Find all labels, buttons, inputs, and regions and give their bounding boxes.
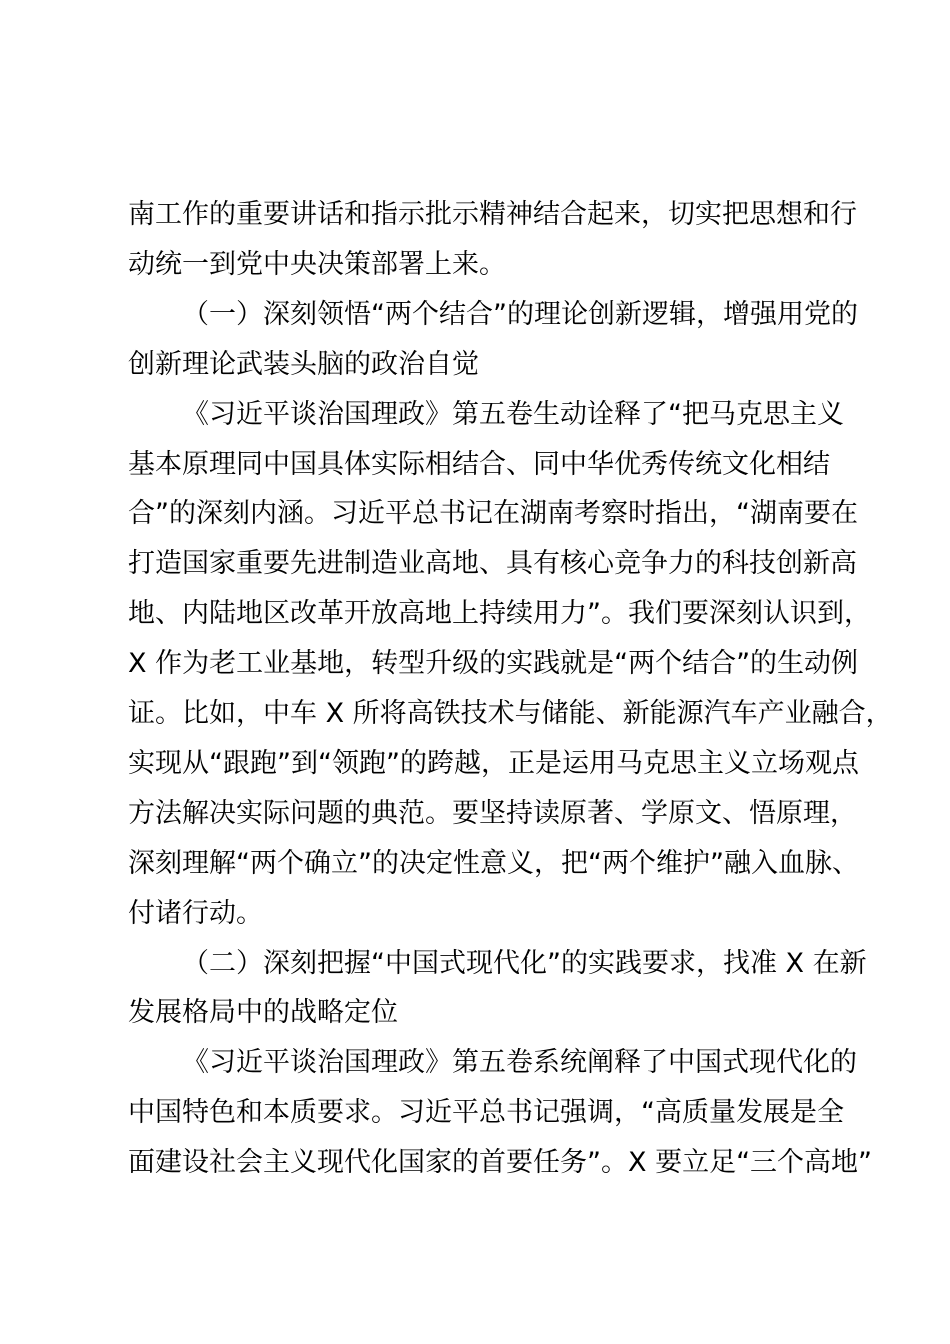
text-line: （一）深刻领悟“两个结合”的理论创新逻辑，增强用党的: [182, 298, 858, 330]
text-line: （二）深刻把握“中国式现代化”的实践要求，找准 X 在新: [182, 947, 867, 979]
text-line: 基本原理同中国具体实际相结合、同中华优秀传统文化相结: [128, 448, 830, 480]
text-line: 付诸行动。: [128, 897, 263, 929]
text-line: 发展格局中的战略定位: [128, 997, 398, 1029]
text-line: 地、内陆地区改革开放高地上持续用力”。我们要深刻认识到，: [128, 598, 871, 630]
text-line: 南工作的重要讲话和指示批示精神结合起来，切实把思想和行: [128, 199, 857, 230]
text-line: 深刻理解“两个确立”的决定性意义，把“两个维护”融入血脉、: [128, 847, 859, 879]
text-line: 中国特色和本质要求。习近平总书记强调，“高质量发展是全: [128, 1097, 844, 1129]
text-line: 《习近平谈治国理政》第五卷生动诠释了“把马克思主义: [182, 398, 844, 430]
text-line: 合”的深刻内涵。习近平总书记在湖南考察时指出，“湖南要在: [128, 498, 858, 530]
text-line: 《习近平谈治国理政》第五卷系统阐释了中国式现代化的: [182, 1047, 857, 1079]
text-line: 方法解决实际问题的典范。要坚持读原著、学原文、悟原理，: [128, 797, 857, 829]
text-line: 打造国家重要先进制造业高地、具有核心竞争力的科技创新高: [128, 548, 857, 580]
text-line: 证。比如，中车 X 所将高铁技术与储能、新能源汽车产业融合，: [128, 698, 893, 729]
text-line: X 作为老工业基地，转型升级的实践就是“两个结合”的生动例: [128, 648, 859, 680]
text-line: 创新理论武装头脑的政治自觉: [128, 348, 479, 380]
text-line: 面建设社会主义现代化国家的首要任务”。X 要立足“三个高地”: [128, 1147, 873, 1179]
text-line: 动统一到党中央决策部署上来。: [128, 248, 506, 280]
text-line: 实现从“跟跑”到“领跑”的跨越，正是运用马克思主义立场观点: [128, 747, 859, 779]
